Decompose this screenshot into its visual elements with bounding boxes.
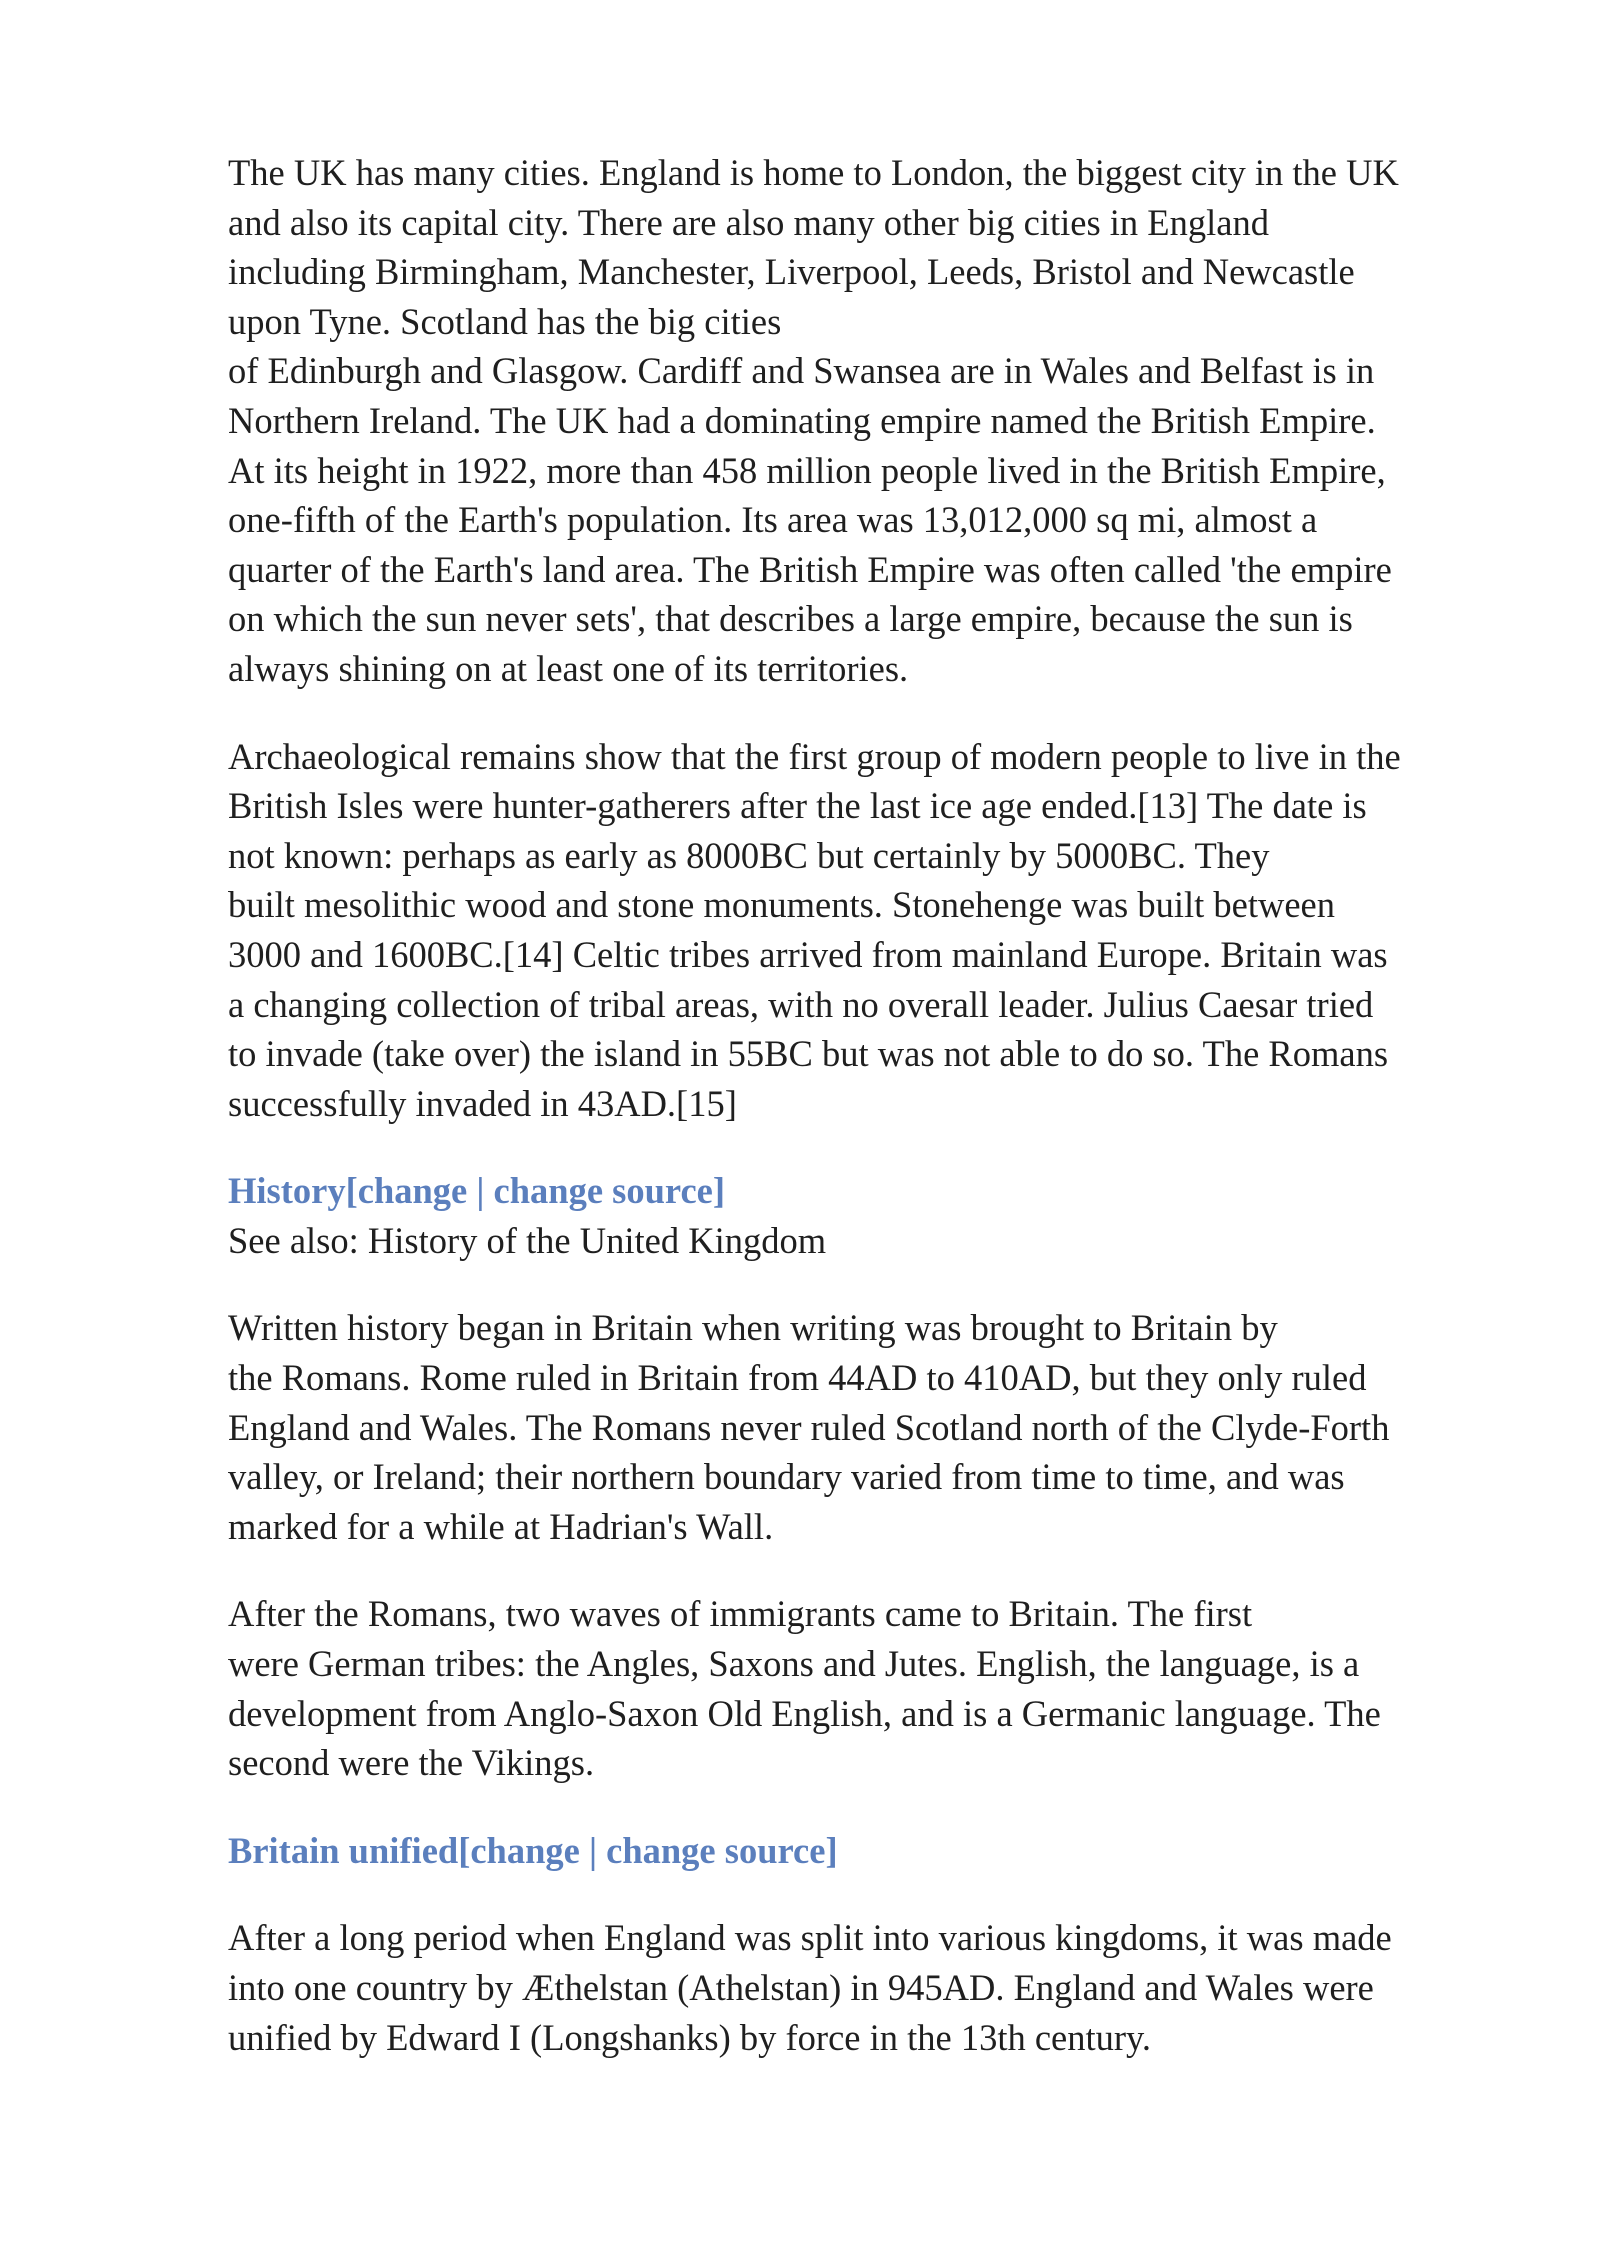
paragraph-immigrants (228, 1589, 1448, 1787)
text-line: always shining on at least one of its territories. (228, 647, 909, 689)
see-also-history[interactable]: See also: History of the United Kingdom (228, 1219, 827, 1261)
text-line: After a long period when England was split into various kingdoms, it was made (228, 1917, 1392, 1959)
text-line: of Edinburgh and Glasgow. Cardiff and Swansea are in Wales and Belfast is in (228, 350, 1375, 392)
text-line: into one country by Æthelstan (Athelstan) in 945AD. England and Wales were (228, 1967, 1374, 2008)
text-line: marked for a while at Hadrian's Wall. (228, 1505, 774, 1547)
paragraph-archaeology (228, 732, 1448, 1129)
text-line: second were the Vikings. (228, 1742, 595, 1784)
text-line: the Romans. Rome ruled in Britain from 44AD to 410AD, but they only ruled (228, 1357, 1367, 1399)
text-line: were German tribes: the Angles, Saxons and Jutes. English, the language, is a (228, 1643, 1360, 1685)
heading-britain-unified[interactable]: Britain unified[change | change source] (228, 1829, 838, 1871)
text-line: one-fifth of the Earth's population. Its area was 13,012,000 sq mi, almost a (228, 499, 1318, 541)
text-line: After the Romans, two waves of immigrants came to Britain. The first (228, 1593, 1253, 1635)
text-line: unified by Edward I (Longshanks) by force in the 13th century. (228, 2016, 1152, 2058)
paragraph-written-history (228, 1303, 1448, 1551)
text-line: including Birmingham, Manchester, Liverpool, Leeds, Bristol and Newcastle (228, 251, 1355, 293)
text-line: development from Anglo-Saxon Old English, and is a Germanic language. The (228, 1692, 1381, 1734)
text-line: British Isles were hunter-gatherers after the last ice age ended.[13] The date is (228, 785, 1367, 827)
paragraph-uk-cities (228, 148, 1448, 694)
text-line: England and Wales. The Romans never ruled Scotland north of the Clyde-Forth (228, 1406, 1390, 1448)
text-line: At its height in 1922, more than 458 million people lived in the British Empire, (228, 449, 1386, 491)
text-line: Northern Ireland. The UK had a dominating empire named the British Empire. (228, 399, 1376, 441)
paragraph-unification (228, 1913, 1448, 2062)
text-line: upon Tyne. Scotland has the big cities (228, 300, 782, 342)
text-line: not known: perhaps as early as 8000BC but certainly by 5000BC. They (228, 834, 1270, 876)
text-line: built mesolithic wood and stone monuments. Stonehenge was built between (228, 884, 1335, 926)
text-line: The UK has many cities. England is home to London, the biggest city in the UK (228, 152, 1399, 193)
text-line: and also its capital city. There are also many other big cities in England (228, 201, 1269, 243)
text-line: quarter of the Earth's land area. The British Empire was often called 'the empire (228, 548, 1392, 590)
text-line: Archaeological remains show that the first group of modern people to live in the (228, 735, 1401, 777)
text-line: a changing collection of tribal areas, with no overall leader. Julius Caesar tried (228, 983, 1374, 1025)
text-line: Written history began in Britain when writing was brought to Britain by (228, 1307, 1278, 1349)
heading-history[interactable]: History[change | change source] (228, 1170, 726, 1212)
text-line: on which the sun never sets', that describes a large empire, because the sun is (228, 598, 1353, 640)
document-page (228, 148, 1448, 2100)
text-line: to invade (take over) the island in 55BC but was not able to do so. The Romans (228, 1033, 1389, 1075)
text-line: successfully invaded in 43AD.[15] (228, 1082, 737, 1124)
text-line: 3000 and 1600BC.[14] Celtic tribes arrived from mainland Europe. Britain was (228, 933, 1388, 975)
text-line: valley, or Ireland; their northern boundary varied from time to time, and was (228, 1456, 1345, 1498)
